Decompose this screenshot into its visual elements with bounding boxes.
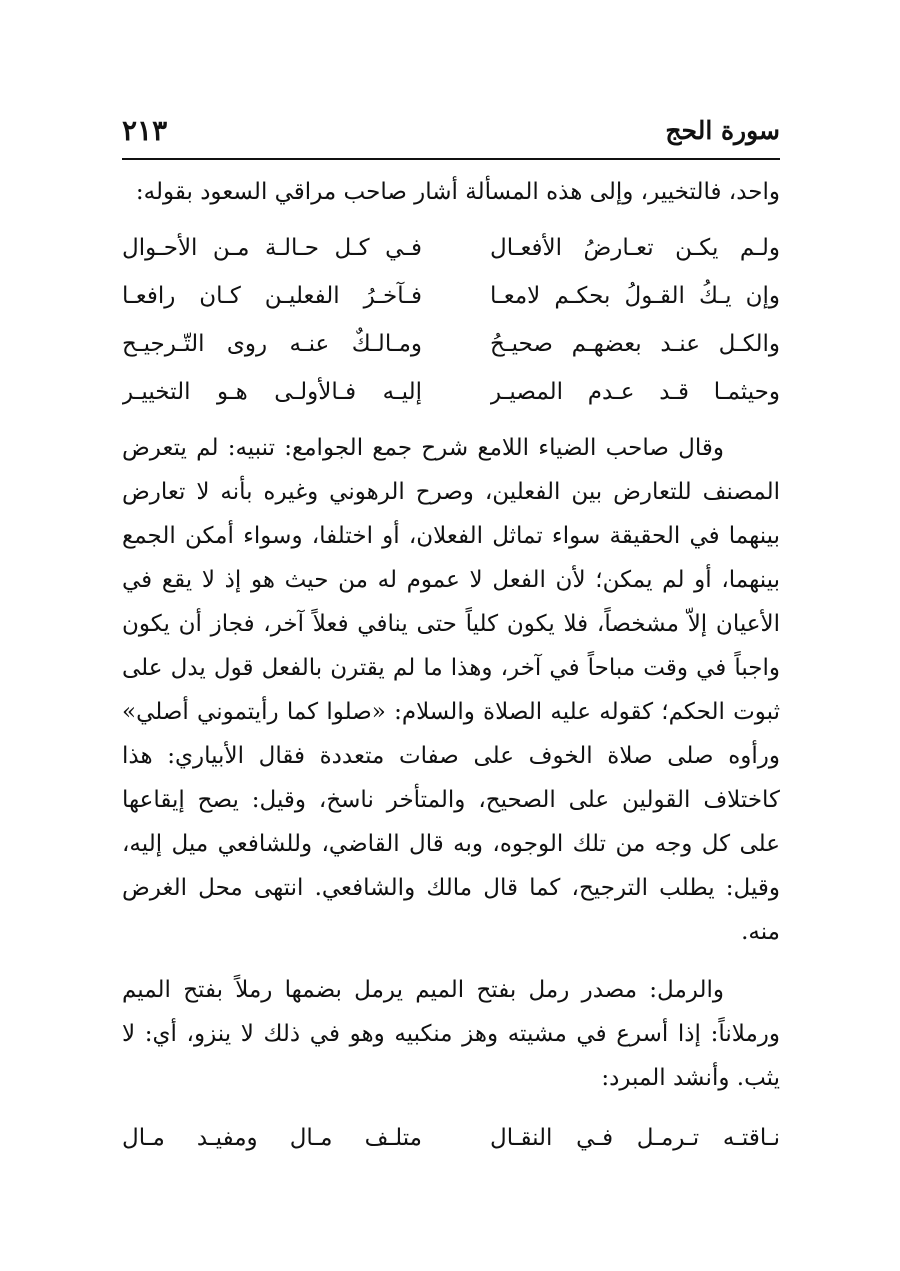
verse-second-hemistich: ومـالـكٌ عنـه روى التّـرجيـح [122,331,422,357]
verse-line [122,272,780,320]
paragraph-definition: والرمل: مصدر رمل بفتح الميم يرمل بضمها رملاً بفتح الميم ورملاناً: إذا أسرع في مشيته وهز منكبيه وهو في ذلك لا ينزو، أي: لا يثب. وأنشد المبرد: [122,977,780,1091]
verse-line [122,368,780,416]
surah-title: سورة الحج [665,116,780,145]
spacer [122,416,780,426]
verse-first-hemistich: ولـم يكـن تعـارضُ الأفعـال [490,235,780,261]
verse-first-hemistich: نـاقتـه تـرمـل فـي النقـال [490,1125,780,1151]
page-body [122,170,780,1162]
spacer [122,214,780,224]
verse-line [122,224,780,272]
paragraph-commentary: وقال صاحب الضياء اللامع شرح جمع الجوامع: تنبيه: لم يتعرض المصنف للتعارض بين الفعلين، وصرح الرهوني وغيره بأنه لا تعارض بينهما في الحقيقة سواء تماثل الفعلان، أو اختلفا، وسواء أمكن الجمع بينهما، أو لم يمكن؛ لأن الفعل لا عموم له من حيث هو إذ لا يقع في الأعيان إلاّ مشخصاً، فلا يكون كلياً حتى ينافي فعلاً آخر، فجاز أن يكون واجباً في وقت مباحاً في آخر، وهذا ما لم يقترن بالفعل قول يدل على ثبوت الحكم؛ كقوله عليه الصلاة والسلام: «صلوا كما رأيتموني أصلي» ورأوه صلى صلاة الخوف على صفات متعددة فقال الأبياري: هذا كاختلاف القولين على الصحيح، والمتأخر ناسخ، وقيل: يصح إيقاعها على كل وجه من تلك الوجوه، وبه قال القاضي، وللشافعي ميل إليه، وقيل: يطلب الترجيح، كما قال مالك والشافعي. انتهى محل الغرض منه. [122,435,780,945]
verse-first-hemistich: والكـل عنـد بعضهـم صحيـحُ [490,331,780,357]
verse-second-hemistich: فـي كـل حـالـة مـن الأحـوال [122,235,422,261]
paragraph-intro: واحد، فالتخيير، وإلى هذه المسألة أشار صاحب مراقي السعود بقوله: [135,179,780,205]
poem-verses [122,224,780,416]
verse-second-hemistich: فـآخـرُ الفعليـن كـان رافعـا [122,283,422,309]
spacer [122,1100,780,1114]
verse-second-hemistich: متلـف مـال ومفيـد مـال [122,1125,422,1151]
verse-first-hemistich: وإن يـكُ القـولُ بحكـم لامعـا [490,283,780,309]
verse-first-hemistich: وحيثمـا قـد عـدم المصيـر [490,379,780,405]
spacer [122,954,780,968]
verse-second-hemistich: إليـه فـالأولـى هـو التخييـر [122,379,422,405]
verse-line [122,320,780,368]
final-verse-line [122,1114,780,1162]
page-header [122,112,780,152]
header-divider [122,158,780,160]
page-number: ٢١٣ [122,114,168,147]
